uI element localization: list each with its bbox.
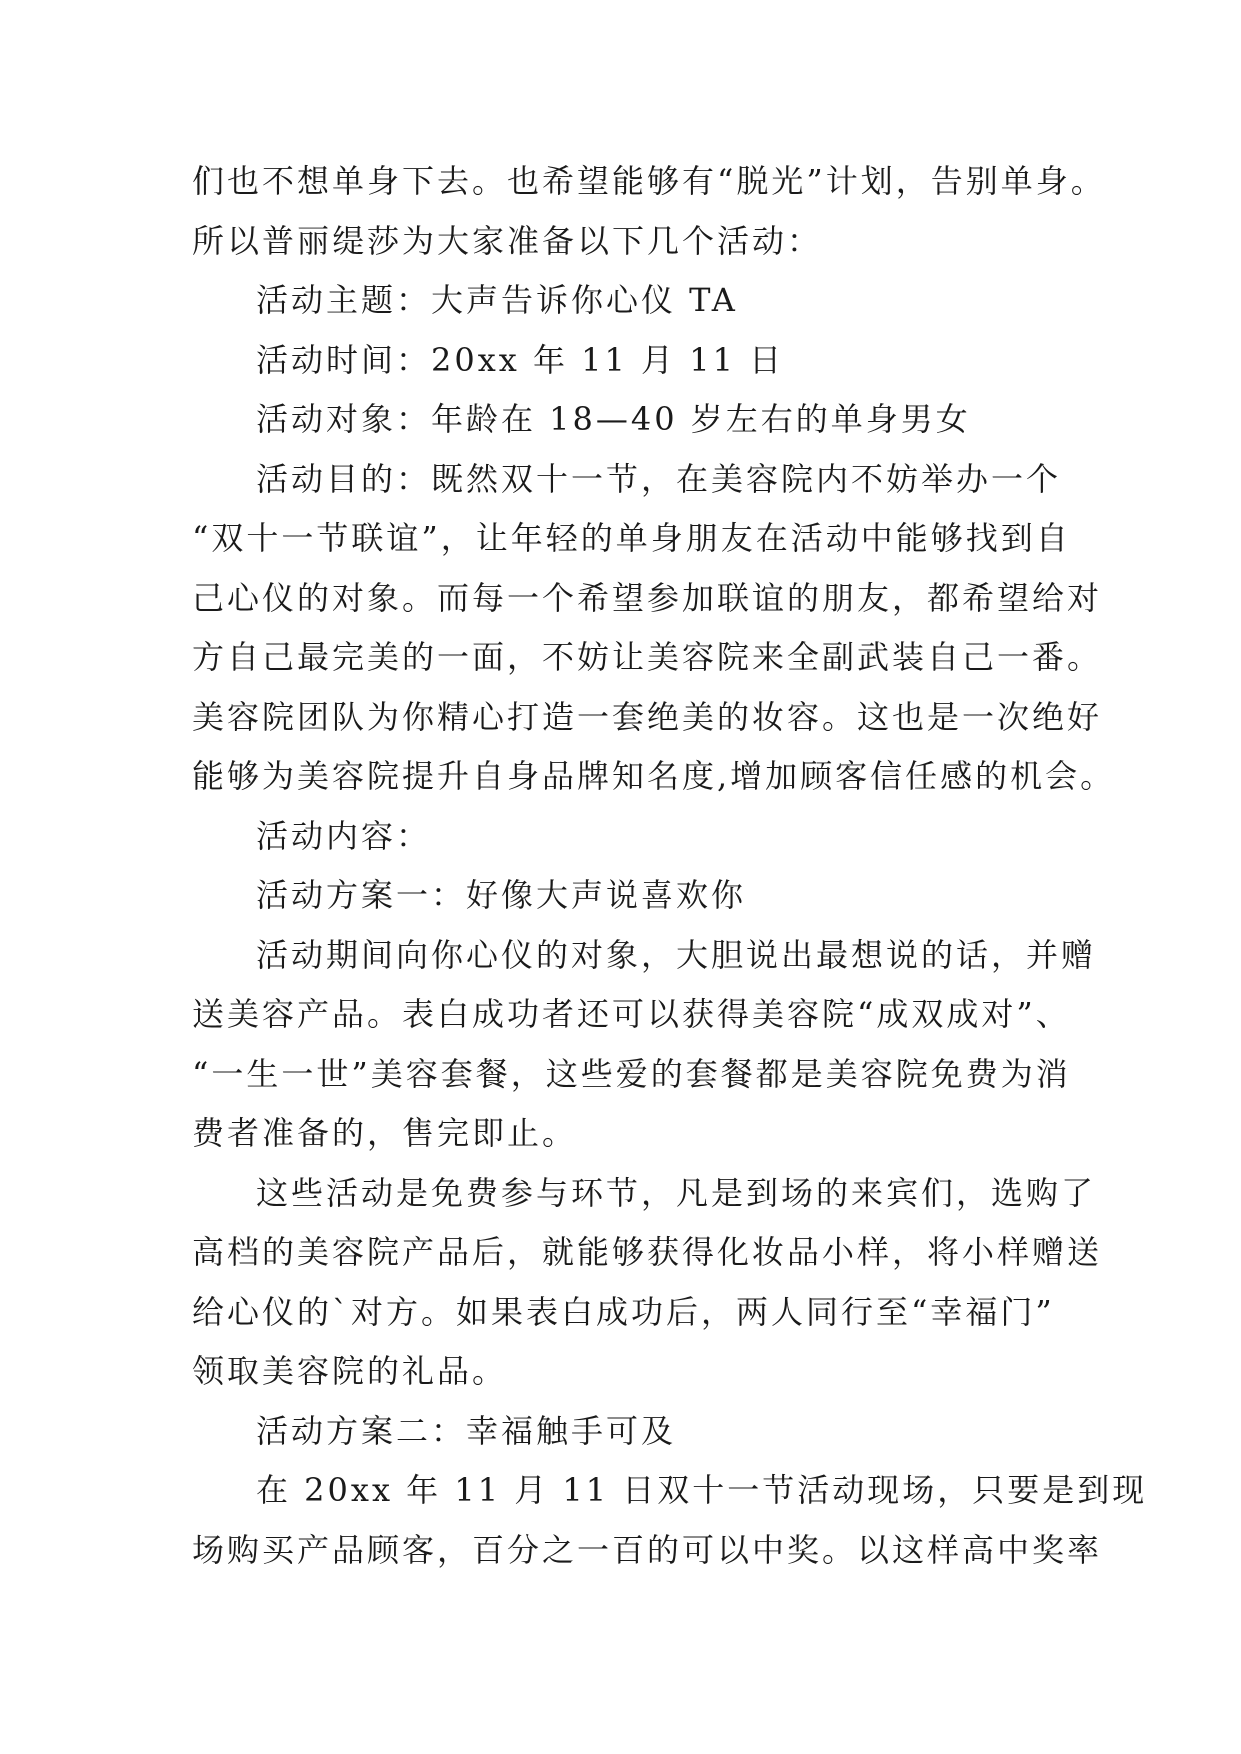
text-line: 在 20xx 年 11 月 11 日双十一节活动现场，只要是到现: [256, 1471, 1148, 1509]
text-line: 这些活动是免费参与环节，凡是到场的来宾们，选购了: [256, 1173, 1097, 1212]
text-line: 领取美容院的礼品。: [192, 1352, 508, 1390]
document-body: [192, 152, 1148, 1580]
text-line: 费者准备的，售完即止。: [192, 1114, 578, 1152]
activity-content-heading: 活动内容：: [256, 816, 432, 855]
plan-one-heading: 活动方案一：好像大声说喜欢你: [256, 876, 747, 914]
text-line: “双十一节联谊”，让年轻的单身朋友在活动中能够找到自: [192, 519, 1071, 557]
activity-audience-line: 活动对象：年龄在 18—40 岁左右的单身男女: [256, 400, 971, 438]
text-line: 美容院团队为你精心打造一套绝美的妆容。这也是一次绝好: [192, 697, 1103, 736]
text-line: 方自己最完美的一面，不妨让美容院来全副武装自己一番。: [192, 638, 1103, 676]
activity-time-line: 活动时间：20xx 年 11 月 11 日: [256, 340, 785, 379]
text-line: 给心仪的`对方。如果表白成功后，两人同行至“幸福门”: [192, 1292, 1055, 1331]
text-line: 己心仪的对象。而每一个希望参加联谊的朋友，都希望给对: [192, 578, 1103, 617]
text-line: 高档的美容院产品后，就能够获得化妆品小样，将小样赠送: [192, 1233, 1103, 1271]
text-line: 送美容产品。表白成功者还可以获得美容院“成双成对”、: [192, 995, 1071, 1033]
activity-purpose-line: 活动目的：既然双十一节，在美容院内不妨举办一个: [256, 459, 1062, 498]
text-line: 能够为美容院提升自身品牌知名度,增加顾客信任感的机会。: [192, 757, 1116, 795]
text-line: 活动期间向你心仪的对象，大胆说出最想说的话，并赠: [256, 935, 1097, 974]
text-line: 所以普丽缇莎为大家准备以下几个活动：: [192, 221, 823, 260]
plan-two-heading: 活动方案二：幸福触手可及: [256, 1411, 677, 1450]
text-line: 们也不想单身下去。也希望能够有“脱光”计划，告别单身。: [192, 162, 1106, 200]
text-line: 场购买产品顾客，百分之一百的可以中奖。以这样高中奖率: [192, 1530, 1103, 1569]
text-line: “一生一世”美容套餐，这些爱的套餐都是美容院免费为消: [192, 1054, 1071, 1093]
activity-theme-line: 活动主题：大声告诉你心仪 TA: [256, 281, 738, 319]
